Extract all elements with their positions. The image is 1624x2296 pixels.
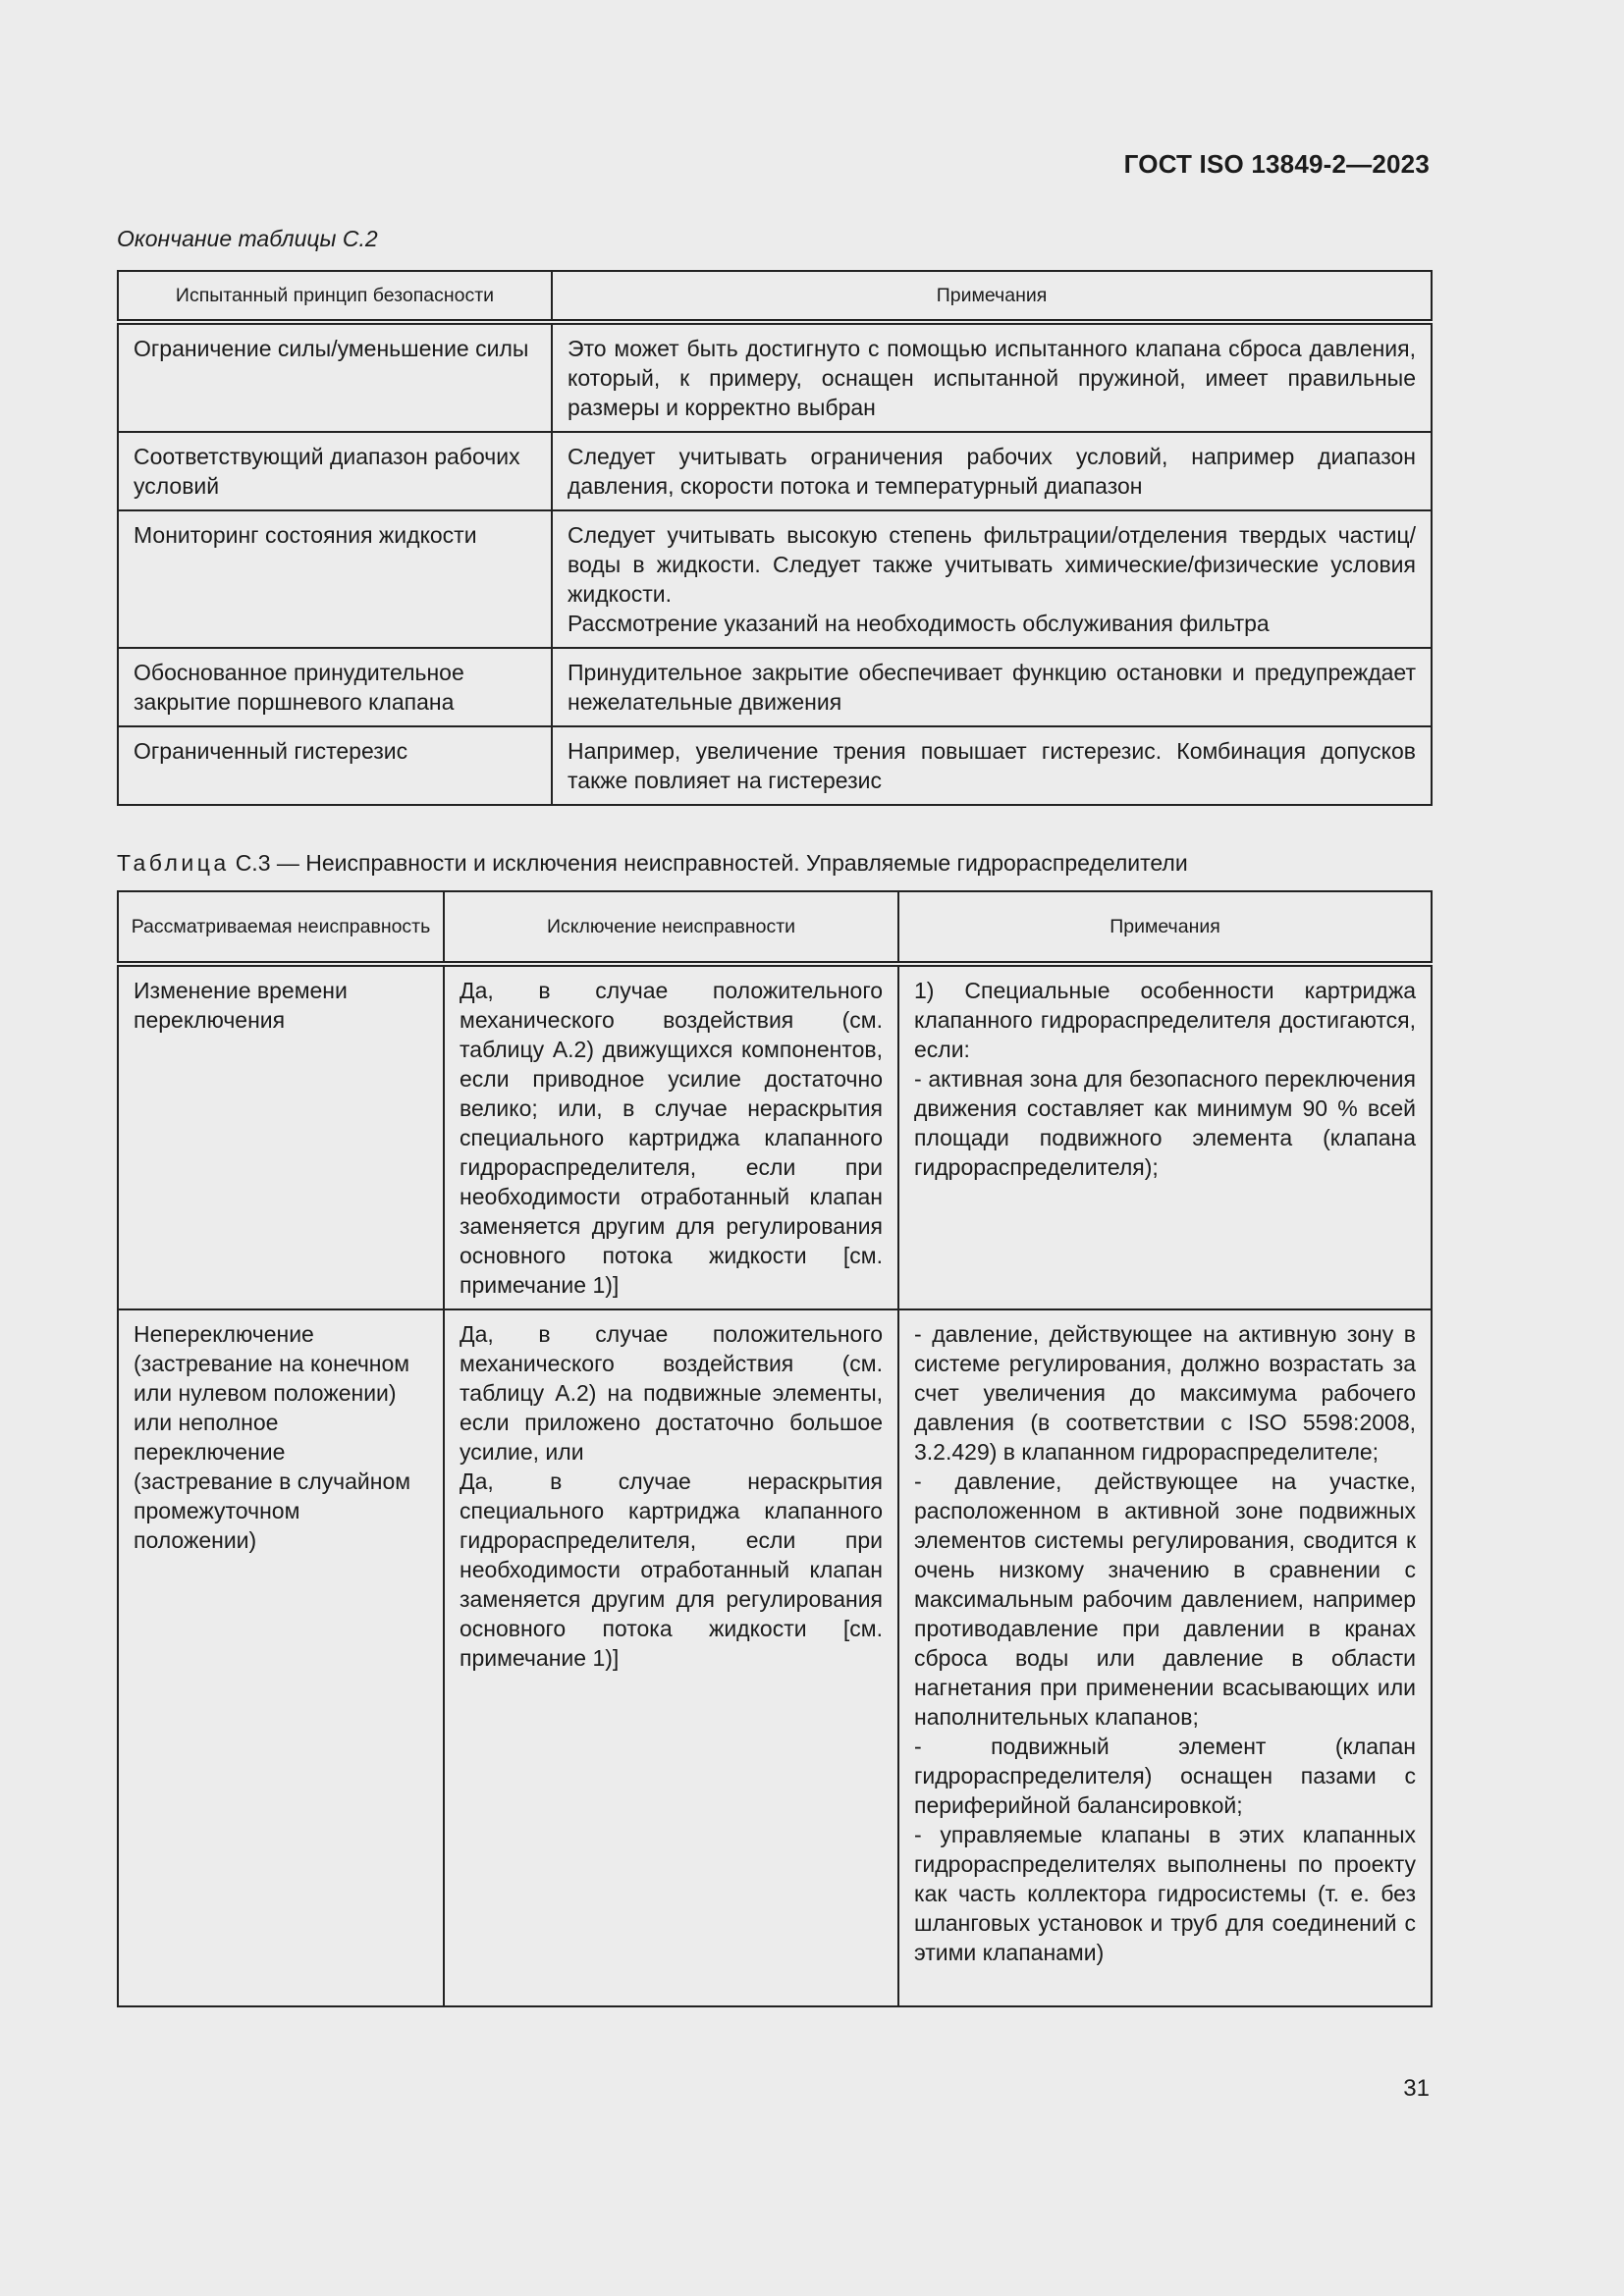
column-header: Испытанный принцип безопасности <box>118 271 552 322</box>
table-row <box>118 648 1432 726</box>
principle-cell: Соответствующий диапазон рабочих условий <box>118 432 552 510</box>
notes-text: - управляемые клапаны в этих клапанных гидрораспределителях выполнены по проекту как часть коллектора гидросистемы (т. е. без шланговых установок и труб для соединений с этими клапанами) <box>914 1822 1416 1965</box>
notes-cell <box>552 648 1432 726</box>
table-row <box>118 964 1432 1309</box>
table-row <box>118 432 1432 510</box>
column-header: Примечания <box>552 271 1432 322</box>
table-row <box>118 1309 1432 2006</box>
notes-text: - подвижный элемент (клапан гидрораспределителя) оснащен пазами с периферийной балансировкой; <box>914 1734 1416 1818</box>
table-c3-caption-prefix: Таблица <box>117 850 230 876</box>
table-c3-caption-title: С.3 — Неисправности и исключения неисправностей. Управляемые гидрораспределители <box>235 850 1188 876</box>
exclusion-text: Да, в случае положительного механического воздействия (см. таблицу А.2) движущихся компонентов, если приводное усилие достаточно велико; или, в случае нераскрытия специального картриджа клапанного гидрораспределителя, если при необходимости отработанный клапан заменяется другим для регулирования основного потока жидкости [см. примечание 1)] <box>460 978 883 1298</box>
table-row <box>118 510 1432 648</box>
notes-cell <box>898 1309 1432 2006</box>
fault-text: Изменение времени переключения <box>134 978 348 1033</box>
notes-text: - активная зона для безопасного переключения движения составляет как минимум 90 % всей площади подвижного элемента (клапана гидрораспределителя); <box>914 1066 1416 1180</box>
exclusion-text: Да, в случае положительного механического воздействия (см. таблицу А.2) на подвижные элементы, если приложено достаточно большое усилие, или <box>460 1321 883 1465</box>
principle-cell: Мониторинг состояния жидкости <box>118 510 552 648</box>
principle-cell: Обоснованное принудительное закрытие поршневого клапана <box>118 648 552 726</box>
column-header: Рассматриваемая неисправность <box>118 891 444 964</box>
column-header: Исключение неисправности <box>444 891 898 964</box>
table-c3-caption <box>117 850 1188 877</box>
table-header-row <box>118 271 1432 322</box>
table-c2-caption: Окончание таблицы С.2 <box>117 226 378 251</box>
notes-text: - давление, действующее на участке, расположенном в активной зоне подвижных элементов системы регулирования, сводится к очень низкому значению в сравнении с максимальным рабочим давлением, например противодавление при давлении в кранах сброса воды или давление в области нагнетания при применении всасывающих или наполнительных клапанов; <box>914 1468 1416 1730</box>
table-header-row <box>118 891 1432 964</box>
exclusion-cell <box>444 1309 898 2006</box>
exclusion-text: Да, в случае нераскрытия специального картриджа клапанного гидрораспределителя, если при необходимости отработанный клапан заменяется другим для регулирования основного потока жидкости [см. примечание 1)] <box>460 1468 883 1671</box>
table-c2 <box>117 270 1433 806</box>
notes-text: Например, увеличение трения повышает гистерезис. Комбинация допусков также повлияет на гистерезис <box>568 738 1416 793</box>
principle-cell: Ограничение силы/уменьшение силы <box>118 322 552 432</box>
notes-cell <box>552 432 1432 510</box>
notes-cell <box>552 322 1432 432</box>
notes-text: Следует учитывать ограничения рабочих условий, например диапазон давления, скорости потока и температурный диапазон <box>568 444 1416 499</box>
notes-cell <box>898 964 1432 1309</box>
notes-text: Следует учитывать высокую степень фильтрации/отделения твердых частиц/воды в жидкости. Следует также учитывать химические/физические условия жидкости. <box>568 522 1416 607</box>
column-header: Примечания <box>898 891 1432 964</box>
table-row <box>118 726 1432 805</box>
exclusion-cell <box>444 964 898 1309</box>
notes-cell <box>552 726 1432 805</box>
notes-text: 1) Специальные особенности картриджа клапанного гидрораспределителя достигаются, если: <box>914 978 1416 1062</box>
notes-text: Рассмотрение указаний на необходимость обслуживания фильтра <box>568 611 1270 636</box>
table-row <box>118 322 1432 432</box>
fault-cell <box>118 964 444 1309</box>
notes-text: - давление, действующее на активную зону в системе регулирования, должно возрастать за счет увеличения до максимума рабочего давления (в соответствии с ISO 5598:2008, 3.2.429) в клапанном гидрораспределителе; <box>914 1321 1416 1465</box>
notes-cell <box>552 510 1432 648</box>
notes-text: Это может быть достигнуто с помощью испытанного клапана сброса давления, который, к примеру, оснащен испытанной пружиной, имеет правильные размеры и корректно выбран <box>568 336 1416 420</box>
notes-text: Принудительное закрытие обеспечивает функцию остановки и предупреждает нежелательные движения <box>568 660 1416 715</box>
fault-cell <box>118 1309 444 2006</box>
table-c3 <box>117 890 1433 2007</box>
fault-text: Непереключение (застревание на конечном или нулевом положении) или неполное переключение (застревание в случайном промежуточном положении) <box>134 1321 411 1553</box>
principle-cell: Ограниченный гистерезис <box>118 726 552 805</box>
document-code-header: ГОСТ ISO 13849-2—2023 <box>1123 149 1430 179</box>
page-number: 31 <box>1403 2075 1430 2102</box>
